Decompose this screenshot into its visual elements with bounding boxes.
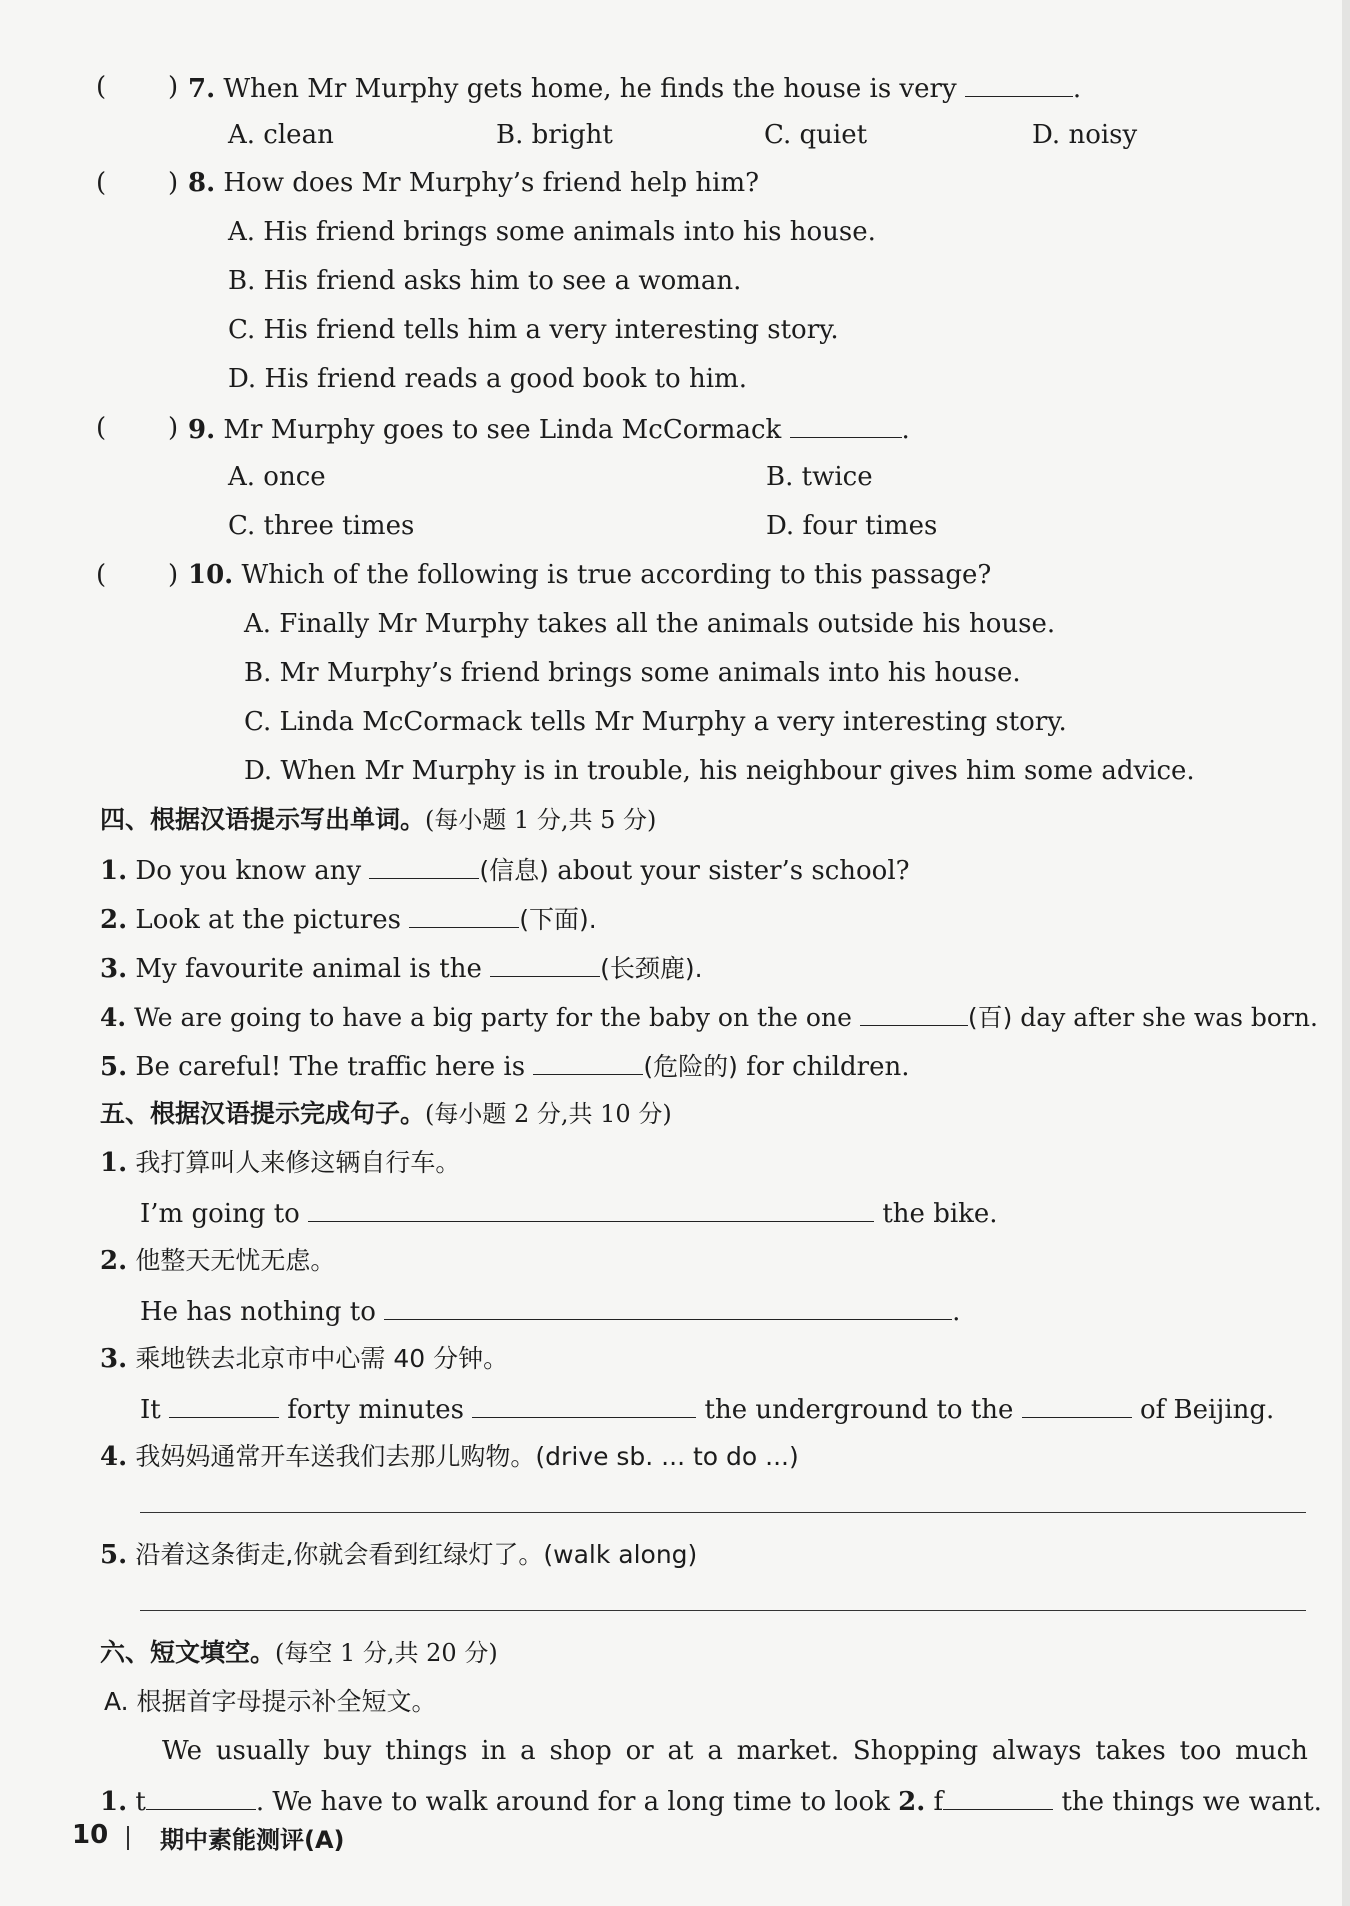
passage-word: takes: [1095, 1736, 1166, 1766]
answer-blank: [860, 999, 968, 1026]
sec5-item-3-prompt: 3. 乘地铁去北京市中心需 40 分钟。: [100, 1344, 509, 1374]
sec5-item-4-prompt: 4. 我妈妈通常开车送我们去那儿购物。(drive sb. ... to do ...): [100, 1442, 799, 1472]
sec5-item-3-answer: It forty minutes the underground to the of Beijing.: [140, 1391, 1274, 1427]
question-stem: Mr Murphy goes to see Linda McCormack: [223, 415, 782, 445]
passage-word: in: [481, 1736, 507, 1766]
passage-word: things: [385, 1736, 468, 1766]
option-b: B. twice: [766, 462, 873, 492]
section-6-heading: [100, 1636, 498, 1670]
answer-blank: [369, 852, 479, 879]
answer-paren-close: ): [168, 72, 179, 102]
answer-blank: [943, 1783, 1053, 1810]
passage-word: shop: [549, 1736, 612, 1766]
passage-word: usually: [215, 1736, 310, 1766]
passage-word: buy: [323, 1736, 372, 1766]
question-stem: Which of the following is true according to this passage?: [241, 560, 992, 590]
answer-blank: [308, 1195, 874, 1222]
passage-word: at: [667, 1736, 694, 1766]
answer-line: [140, 1610, 1306, 1611]
section-scoring: (每小题 1 分,共 5 分): [425, 806, 657, 834]
option-b: B. His friend asks him to see a woman.: [228, 266, 742, 296]
option-a: A. His friend brings some animals into his house.: [228, 217, 876, 247]
footer-title: 期中素能测评(A): [160, 1826, 345, 1854]
section-title: 四、根据汉语提示写出单词。: [100, 805, 426, 834]
question-stem: When Mr Murphy gets home, he finds the house is very: [223, 74, 957, 104]
section-5-heading: [100, 1097, 672, 1131]
sec5-item-2-answer: He has nothing to .: [140, 1293, 960, 1329]
answer-blank: [146, 1783, 256, 1810]
section-6-part-a: A. 根据首字母提示补全短文。: [104, 1687, 437, 1716]
question-number: 10.: [188, 560, 234, 590]
sec4-item-1: 1. Do you know any (信息) about your sister’s school?: [100, 852, 910, 888]
passage-line-2: 1. t . We have to walk around for a long time to look 2. f the things we want.: [100, 1783, 1322, 1819]
option-d: D. His friend reads a good book to him.: [228, 364, 747, 394]
sec4-item-5: 5. Be careful! The traffic here is (危险的) for children.: [100, 1048, 910, 1084]
option-d: D. noisy: [1032, 120, 1138, 150]
question-number: 8.: [188, 168, 216, 198]
page-edge-shadow: [1342, 0, 1350, 1906]
option-c: C. His friend tells him a very interesting story.: [228, 315, 839, 345]
answer-blank: [169, 1391, 279, 1418]
question-number: 9.: [188, 415, 216, 445]
section-scoring: (每空 1 分,共 20 分): [275, 1639, 498, 1667]
sec5-item-1-answer: I’m going to the bike.: [140, 1195, 998, 1231]
question-10: ( ) 10. Which of the following is true according to this passage?: [96, 560, 992, 590]
sec4-item-3: 3. My favourite animal is the (长颈鹿).: [100, 950, 703, 986]
option-a: A. Finally Mr Murphy takes all the animals outside his house.: [244, 609, 1056, 639]
option-c: C. Linda McCormack tells Mr Murphy a very interesting story.: [244, 707, 1067, 737]
option-c: C. three times: [228, 511, 415, 541]
answer-blank: [472, 1391, 696, 1418]
option-d: D. four times: [766, 511, 938, 541]
question-7: ( ) 7. When Mr Murphy gets home, he finds the house is very .: [96, 72, 1082, 104]
answer-blank: [409, 901, 519, 928]
footer-divider: [127, 1826, 129, 1850]
option-d: D. When Mr Murphy is in trouble, his neighbour gives him some advice.: [244, 756, 1195, 786]
sec5-item-1-prompt: 1. 我打算叫人来修这辆自行车。: [100, 1148, 461, 1178]
question-9: ( ) 9. Mr Murphy goes to see Linda McCormack .: [96, 413, 910, 445]
passage-word: We: [162, 1736, 202, 1766]
question-8: ( ) 8. How does Mr Murphy’s friend help him?: [96, 168, 760, 198]
passage-line-1: [162, 1734, 1308, 1768]
answer-blank: [790, 411, 902, 438]
option-c: C. quiet: [764, 120, 868, 150]
passage-word: Shopping: [852, 1736, 979, 1766]
option-a: A. clean: [228, 120, 334, 150]
passage-word: market.: [736, 1736, 840, 1766]
answer-blank: [384, 1293, 952, 1320]
section-title: 五、根据汉语提示完成句子。: [100, 1099, 426, 1128]
answer-blank: [490, 950, 600, 977]
passage-word: a: [520, 1736, 536, 1766]
section-scoring: (每小题 2 分,共 10 分): [425, 1100, 672, 1128]
passage-word: too: [1179, 1736, 1222, 1766]
answer-paren-open: (: [96, 72, 107, 102]
passage-word: always: [991, 1736, 1082, 1766]
page-number: 10: [72, 1820, 109, 1850]
option-b: B. Mr Murphy’s friend brings some animals into his house.: [244, 658, 1021, 688]
answer-blank: [1022, 1391, 1132, 1418]
question-number: 7.: [188, 74, 216, 104]
answer-blank: [533, 1048, 643, 1075]
section-4-heading: [100, 803, 656, 837]
option-b: B. bright: [496, 120, 613, 150]
passage-word: or: [625, 1736, 654, 1766]
question-stem: How does Mr Murphy’s friend help him?: [223, 168, 760, 198]
answer-line: [140, 1512, 1306, 1513]
section-title: 六、短文填空。: [100, 1638, 276, 1667]
answer-blank: [965, 70, 1073, 97]
option-a: A. once: [228, 462, 326, 492]
sec5-item-2-prompt: 2. 他整天无忧无虑。: [100, 1246, 336, 1276]
passage-word: much: [1235, 1736, 1308, 1766]
passage-word: a: [707, 1736, 723, 1766]
sec5-item-5-prompt: 5. 沿着这条街走,你就会看到红绿灯了。(walk along): [100, 1540, 698, 1570]
sec4-item-4: 4. We are going to have a big party for the baby on the one (百) day after she was born.: [100, 999, 1318, 1035]
sec4-item-2: 2. Look at the pictures (下面).: [100, 901, 597, 937]
